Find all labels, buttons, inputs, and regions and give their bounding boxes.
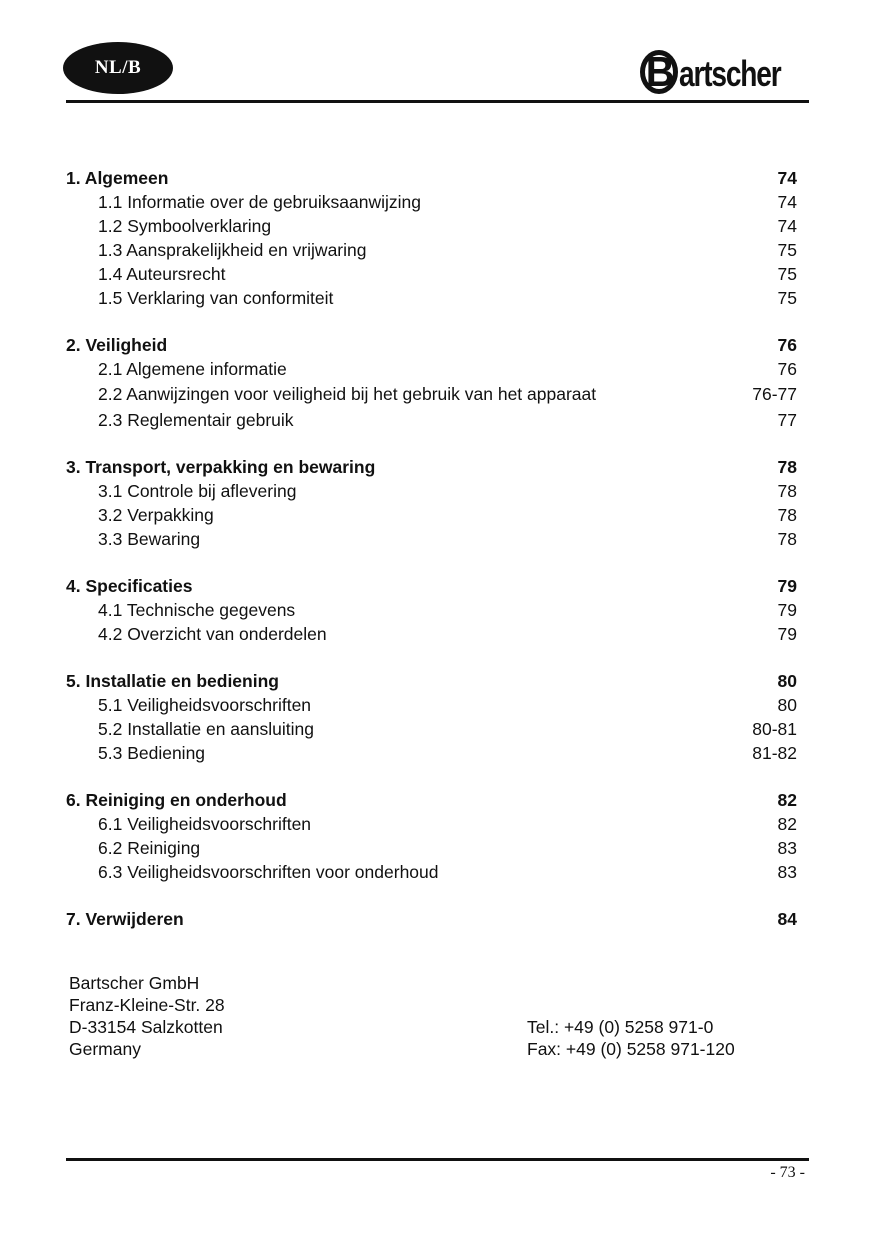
logo-text: artscher: [679, 53, 781, 94]
toc-section: [66, 574, 797, 646]
toc-entry-page: 76-77: [752, 384, 797, 404]
toc-entry-row: [66, 214, 797, 238]
toc-entry-title: 3.2 Verpakking: [98, 504, 214, 525]
toc-entry-row: [66, 479, 797, 503]
toc-section: [66, 669, 797, 765]
toc-entry-row: [66, 598, 797, 622]
toc-section: [66, 788, 797, 884]
toc-entry-page: 78: [777, 528, 797, 549]
toc-entry-row: [66, 190, 797, 214]
toc-chapter-page: 79: [777, 575, 797, 596]
toc-entry-title: 5.1 Veiligheidsvoorschriften: [98, 694, 312, 715]
toc-entry-title: 6.1 Veiligheidsvoorschriften: [98, 813, 312, 834]
toc-entry-page: 83: [777, 861, 797, 882]
toc-entry-row: [66, 693, 797, 717]
company-address: [69, 972, 225, 1060]
toc-chapter-title: 2. Veiligheid: [66, 335, 168, 355]
toc-chapter-title: 7. Verwijderen: [66, 908, 184, 929]
toc-chapter-row: [66, 455, 797, 479]
toc-entry-title: 6.3 Veiligheidsvoorschriften voor onderhoud: [98, 861, 439, 882]
toc-entry-row: [66, 717, 797, 741]
toc-entry-page: 83: [777, 837, 797, 858]
language-badge: NL/B: [63, 42, 173, 94]
toc-entry-row: [66, 357, 797, 381]
toc-chapter-title: 3. Transport, verpakking en bewaring: [66, 456, 376, 477]
toc-entry-title: 5.3 Bediening: [98, 742, 206, 763]
page-number: - 73 -: [770, 1164, 805, 1181]
toc-chapter-page: 76: [777, 335, 797, 355]
toc-entry-page: 79: [777, 599, 797, 620]
toc-chapter-row: [66, 574, 797, 598]
toc-chapter-row: [66, 333, 797, 357]
toc-chapter-row: [66, 669, 797, 693]
toc-entry-title: 1.4 Auteursrecht: [98, 264, 226, 284]
toc-entry-title: 2.1 Algemene informatie: [98, 359, 287, 379]
table-of-contents: [66, 166, 797, 954]
toc-chapter-row: [66, 166, 797, 190]
company-street: Franz-Kleine-Str. 28: [69, 995, 225, 1015]
toc-entry-page: 78: [777, 480, 797, 501]
toc-entry-title: 5.2 Installatie en aansluiting: [98, 718, 314, 739]
toc-section: [66, 166, 797, 310]
footer-rule: [66, 1158, 809, 1161]
toc-entry-page: 79: [777, 623, 797, 644]
toc-entry-row: [66, 408, 797, 432]
toc-chapter-page: 82: [777, 789, 797, 810]
toc-chapter-title: 1. Algemeen: [66, 168, 169, 188]
toc-entry-title: 1.5 Verklaring van conformiteit: [98, 288, 334, 308]
toc-entry-page: 74: [777, 192, 797, 212]
toc-entry-title: 3.1 Controle bij aflevering: [98, 480, 297, 501]
toc-section: [66, 333, 797, 432]
toc-chapter-page: 74: [777, 168, 797, 188]
company-city: D-33154 Salzkotten: [69, 1017, 223, 1037]
toc-section: [66, 455, 797, 551]
toc-chapter-row: [66, 788, 797, 812]
toc-entry-row: [66, 741, 797, 765]
toc-entry-title: 1.1 Informatie over de gebruiksaanwijzing: [98, 192, 421, 212]
toc-entry-title: 2.2 Aanwijzingen voor veiligheid bij het gebruik van het apparaat: [98, 384, 597, 404]
toc-chapter-page: 78: [777, 456, 797, 477]
toc-entry-page: 82: [777, 813, 797, 834]
toc-entry-row: [66, 836, 797, 860]
toc-section: [66, 907, 797, 931]
toc-entry-title: 4.1 Technische gegevens: [98, 599, 296, 620]
phone-number: Tel.: +49 (0) 5258 971-0: [527, 1017, 714, 1037]
toc-entry-row: [66, 860, 797, 884]
toc-chapter-page: 80: [777, 670, 797, 691]
toc-entry-page: 80: [777, 694, 797, 715]
toc-entry-title: 6.2 Reiniging: [98, 837, 201, 858]
header-rule: [66, 100, 809, 103]
toc-entry-page: 75: [777, 240, 797, 260]
bartscher-logo: [640, 44, 809, 96]
toc-entry-title: 1.3 Aansprakelijkheid en vrijwaring: [98, 240, 367, 260]
toc-chapter-title: 5. Installatie en bediening: [66, 670, 279, 691]
toc-entry-title: 4.2 Overzicht van onderdelen: [98, 623, 327, 644]
toc-entry-page: 81-82: [752, 742, 797, 763]
company-name: Bartscher GmbH: [69, 973, 200, 993]
toc-entry-page: 75: [777, 264, 797, 284]
fax-number: Fax: +49 (0) 5258 971-120: [527, 1039, 735, 1059]
toc-chapter-page: 84: [777, 908, 797, 929]
logo-initial: B: [645, 48, 675, 95]
toc-entry-row: [66, 812, 797, 836]
toc-entry-row: [66, 286, 797, 310]
toc-chapter-row: [66, 907, 797, 931]
toc-chapter-title: 4. Specificaties: [66, 575, 193, 596]
toc-entry-page: 80-81: [752, 718, 797, 739]
toc-entry-page: 76: [777, 359, 797, 379]
toc-chapter-title: 6. Reiniging en onderhoud: [66, 789, 287, 810]
toc-entry-title: 3.3 Bewaring: [98, 528, 201, 549]
toc-entry-page: 78: [777, 504, 797, 525]
toc-entry-row: [66, 503, 797, 527]
toc-entry-row: [66, 527, 797, 551]
toc-entry-title: 1.2 Symboolverklaring: [98, 216, 272, 236]
toc-entry-page: 75: [777, 288, 797, 308]
toc-entry-row: [66, 262, 797, 286]
toc-entry-page: 74: [777, 216, 797, 236]
toc-entry-row: [66, 622, 797, 646]
company-country: Germany: [69, 1039, 141, 1059]
logo-b-mark: [640, 48, 678, 96]
company-contact: [527, 1016, 735, 1060]
toc-entry-row: [66, 238, 797, 262]
toc-entry-page: 77: [777, 409, 797, 430]
toc-entry-title: 2.3 Reglementair gebruik: [98, 409, 294, 430]
toc-entry-row: [66, 381, 797, 408]
